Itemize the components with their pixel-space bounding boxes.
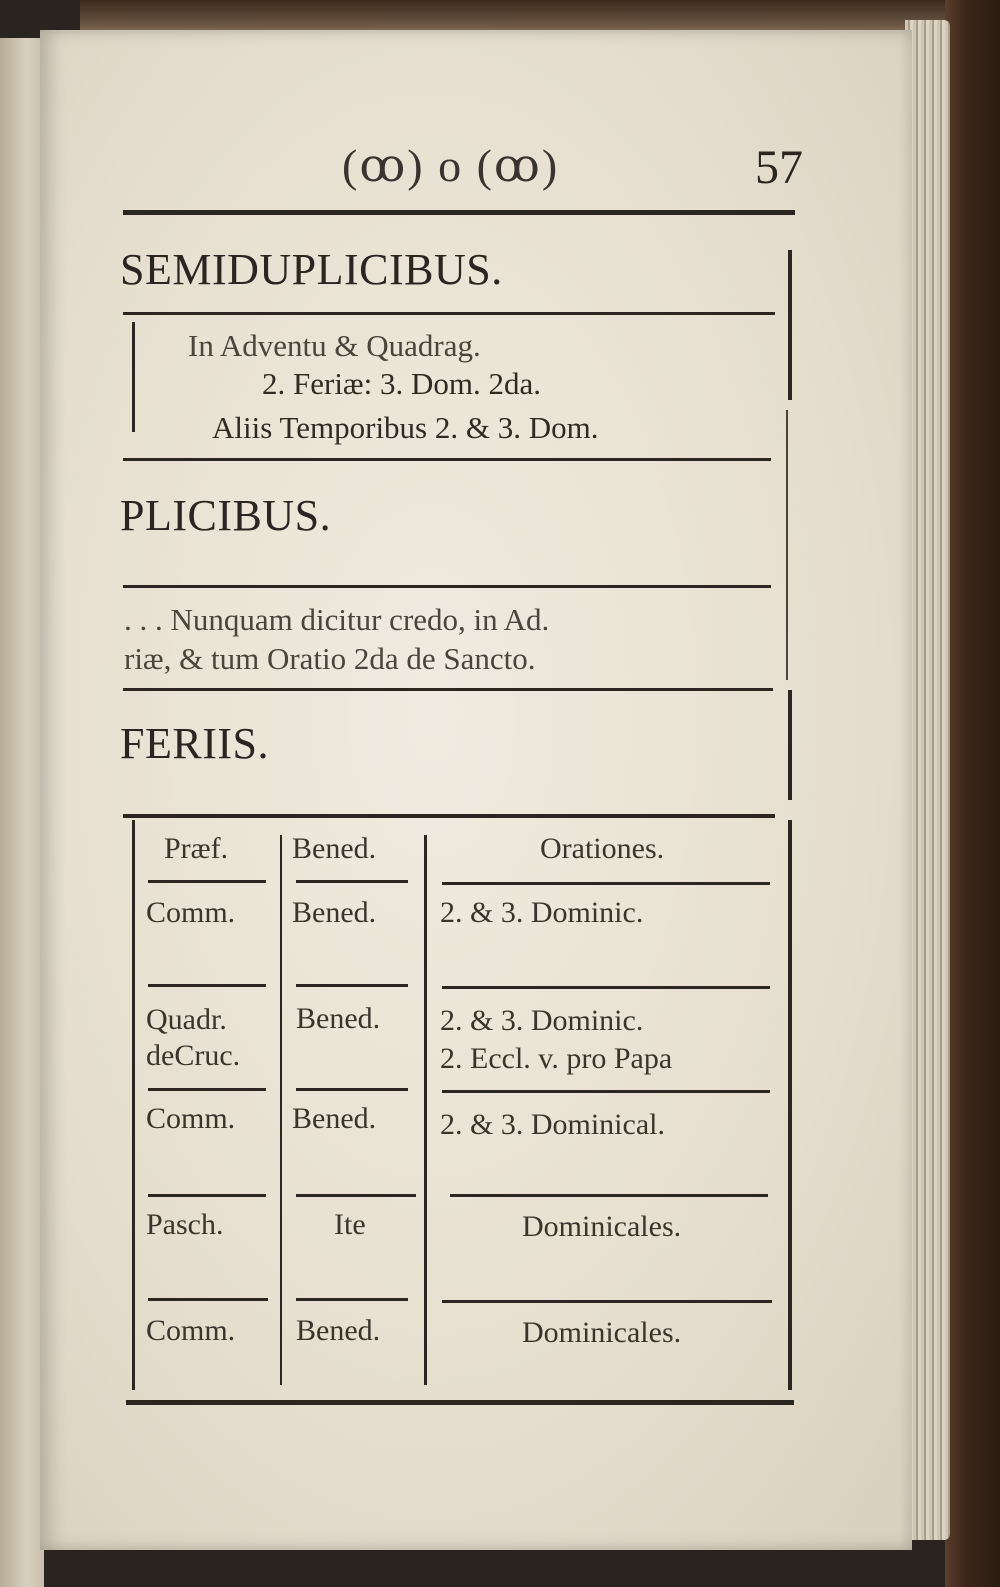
left-bracket-rule (132, 322, 135, 432)
table-cell-praef: Pasch. (146, 1208, 224, 1241)
section-heading-feriis: FERIIS. (120, 719, 269, 768)
table-cell-bened: Bened. (296, 1314, 381, 1347)
semiduplicibus-line: In Adventu & Quadrag. (188, 328, 481, 363)
table-row-rule (148, 984, 266, 987)
book-cover-right (945, 0, 1000, 1587)
table-bottom-rule (126, 1400, 794, 1405)
right-margin-rule (788, 250, 792, 400)
section-rule (123, 458, 771, 461)
left-page-edge (0, 38, 44, 1587)
table-row-rule (296, 1088, 408, 1091)
semiduplicibus-line: 2. Feriæ: 3. Dom. 2da. (262, 366, 541, 401)
table-cell-praef: Comm. (146, 896, 236, 929)
table-cell-orationes: 2. & 3. Dominic. (440, 896, 644, 929)
table-header-praef: Præf. (164, 832, 229, 865)
right-margin-rule (788, 690, 792, 800)
section-rule (123, 585, 771, 588)
plicibus-line: . . . Nunquam dicitur credo, in Ad. (124, 602, 550, 637)
table-cell-bened: Bened. (292, 896, 377, 929)
top-rule (123, 210, 795, 215)
table-cell-orationes: Dominicales. (522, 1316, 682, 1349)
table-header-bened: Bened. (292, 832, 377, 865)
table-cell-praef: Comm. (146, 1314, 236, 1347)
table-row-rule (296, 1298, 408, 1301)
section-rule (123, 312, 775, 315)
table-cell-orationes: Dominicales. (522, 1210, 682, 1243)
table-col-rule (280, 835, 282, 1385)
section-rule (123, 688, 773, 691)
table-row-rule (442, 882, 770, 885)
table-row-rule (296, 880, 408, 883)
table-row-rule (450, 1194, 768, 1197)
table-row-rule (148, 1194, 266, 1197)
right-margin-rule (786, 410, 788, 680)
table-row-rule (442, 986, 770, 989)
table-row-rule (296, 984, 408, 987)
table-row-rule (296, 1194, 416, 1197)
table-cell-orationes: 2. & 3. Dominical. (440, 1108, 665, 1141)
running-head-ornament: (ꝏ) o (ꝏ) (342, 140, 560, 191)
table-row-rule (442, 1090, 770, 1093)
table-cell-praef: Quadr. deCruc. (146, 1003, 241, 1072)
semiduplicibus-line: Aliis Temporibus 2. & 3. Dom. (212, 410, 599, 445)
table-col-rule (424, 835, 427, 1385)
table-cell-orationes: 2. Eccl. v. pro Papa (440, 1042, 673, 1075)
page-number: 57 (755, 141, 803, 194)
table-row-rule (148, 1298, 268, 1301)
table-row-rule (442, 1300, 772, 1303)
table-left-rule (132, 820, 135, 1390)
table-cell-bened: Bened. (296, 1002, 381, 1035)
section-heading-plicibus: PLICIBUS. (120, 491, 332, 540)
table-row-rule (148, 1088, 266, 1091)
table-top-rule (123, 814, 775, 818)
table-header-orationes: Orationes. (540, 832, 665, 865)
table-row-rule (148, 880, 266, 883)
section-heading-semiduplicibus: SEMIDUPLICIBUS. (120, 245, 503, 294)
plicibus-line: riæ, & tum Oratio 2da de Sancto. (124, 641, 536, 676)
table-cell-praef: Comm. (146, 1102, 236, 1135)
table-cell-bened: Ite (334, 1208, 366, 1241)
table-cell-bened: Bened. (292, 1102, 377, 1135)
table-cell-orationes: 2. & 3. Dominic. (440, 1004, 644, 1037)
table-right-rule (788, 820, 792, 1390)
